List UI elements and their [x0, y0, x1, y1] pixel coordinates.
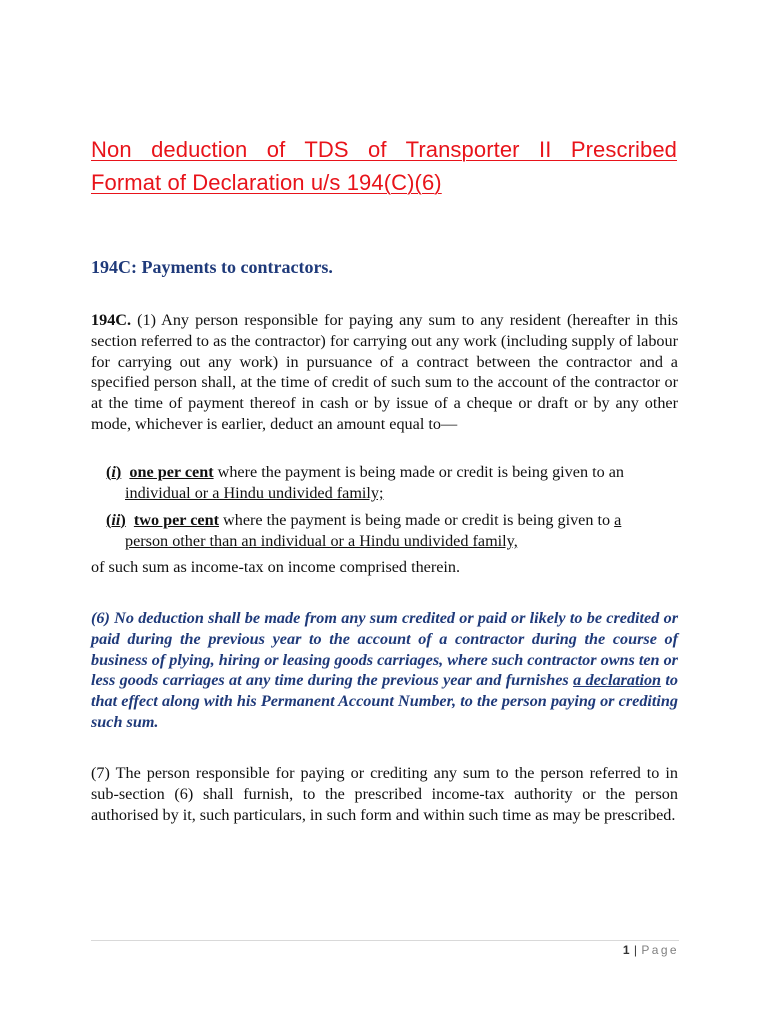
paragraph-sub-6-text-b: to that effect along with his Permanent Account Number, to the person paying or crediting such sum.: [91, 671, 678, 731]
paragraph-sub-7: (7) The person responsible for paying or crediting any sum to the person referred to in sub-section (6) shall furnish, to the prescribed income-tax authority or the person authorised by it, such particulars, in such form and within such time as may be prescribed.: [91, 764, 678, 824]
list-item-one-per-cent: [106, 462, 678, 504]
item-marker: (i): [106, 463, 122, 481]
page-footer: [623, 943, 679, 957]
item-text: where the payment is being made or credit is being given to: [219, 511, 615, 529]
section-label: 194C.: [91, 311, 132, 329]
paragraph-sub-6-text-a: (6) No deduction shall be made from any sum credited or paid or likely to be credited or paid during the previous year to the account of a contractor during the course of business of plying, hiring or leasing goods carriages, where such contractor owns ten or less goods carriages at any time during the previous year and furnishes: [91, 609, 678, 690]
page-label: Page: [641, 943, 679, 957]
declaration-phrase: a declaration: [573, 671, 662, 690]
item-text-continued: individual or a Hindu undivided family;: [125, 484, 384, 502]
footer-separator: |: [630, 943, 642, 957]
item-text-underlined: a: [614, 511, 622, 529]
item-text: where the payment is being made or credit is being given to an: [213, 463, 625, 481]
paragraph-194c-1: [91, 310, 678, 435]
item-marker: (ii): [106, 511, 126, 529]
item-text-continued: person other than an individual or a Hindu undivided family,: [125, 532, 518, 550]
paragraph-sub-6: [91, 608, 678, 733]
title-line-2: Format of Declaration u/s 194(C)(6): [91, 170, 442, 195]
list-item-two-per-cent: [106, 510, 678, 552]
paragraph-tail: of such sum as income-tax on income comprised therein.: [91, 558, 461, 576]
paragraph-194c-1-text: (1) Any person responsible for paying any sum to any resident (hereafter in this section referred to as the contractor) for carrying out any work (including supply of labour for carrying out any work) in pursuance of a contract between the contractor and a specified person shall, at the time of credit of such sum to the account of the contractor or at the time of payment thereof in cash or by issue of a cheque or draft or by any other mode, whichever is earlier, deduct an amount equal to—: [91, 311, 678, 433]
page-number: 1: [622, 943, 631, 957]
footer-divider: [91, 940, 679, 941]
rate-one-per-cent: one per cent: [129, 463, 214, 481]
section-heading: 194C: Payments to contractors.: [91, 257, 333, 277]
document-title: [91, 133, 677, 199]
item-marker-text: ii: [111, 511, 121, 529]
rate-two-per-cent: two per cent: [133, 511, 219, 529]
title-line-1: Non deduction of TDS of Transporter II Prescribed: [91, 137, 677, 162]
item-marker-text: i: [111, 463, 116, 481]
